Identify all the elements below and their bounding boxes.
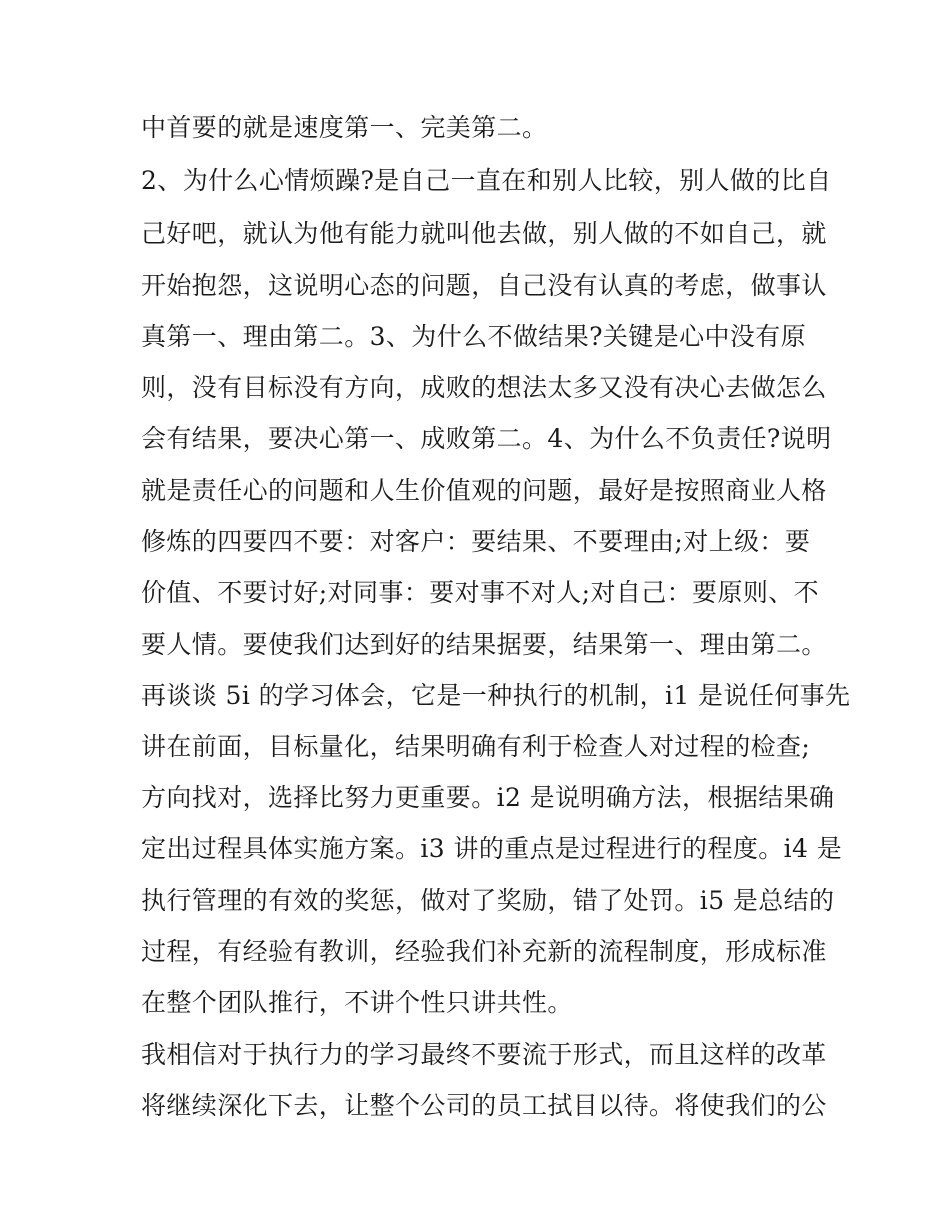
text-line: 中首要的就是速度第一、完美第二。: [141, 113, 548, 142]
text-line: 修炼的四要四不要：对客户：要结果、不要理由;对上级：要: [141, 527, 811, 556]
text-line: 将继续深化下去，让整个公司的员工拭目以待。将使我们的公: [141, 1091, 827, 1120]
text-line: 讲在前面，目标量化，结果明确有利于检查人对过程的检查;: [141, 732, 811, 761]
text-line: 开始抱怨，这说明心态的问题，自己没有认真的考虑，做事认: [141, 271, 827, 300]
text-line: 在整个团队推行，不讲个性只讲共性。: [141, 988, 573, 1017]
text-line: 定出过程具体实施方案。i3 讲的重点是过程进行的程度。i4 是: [141, 834, 843, 863]
text-line: 己好吧，就认为他有能力就叫他去做，别人做的不如自己，就: [141, 219, 827, 248]
text-line: 过程，有经验有教训，经验我们补充新的流程制度，形成标准: [141, 937, 827, 966]
text-line: 则，没有目标没有方向，成败的想法太多又没有决心去做怎么: [141, 373, 827, 402]
text-line: 再谈谈 5i 的学习体会，它是一种执行的机制，i1 是说任何事先: [141, 681, 851, 710]
text-line: 2、为什么心情烦躁?是自己一直在和别人比较，别人做的比自: [141, 166, 832, 195]
text-line: 就是责任心的问题和人生价值观的问题，最好是按照商业人格: [141, 476, 827, 505]
text-line: 我相信对于执行力的学习最终不要流于形式，而且这样的改革: [141, 1040, 827, 1069]
text-line: 价值、不要讨好;对同事：要对事不对人;对自己：要原则、不: [141, 578, 820, 607]
text-line: 真第一、理由第二。3、为什么不做结果?关键是心中没有原: [141, 322, 807, 351]
text-line: 方向找对，选择比努力更重要。i2 是说明确方法，根据结果确: [141, 783, 835, 812]
text-line: 会有结果，要决心第一、成败第二。4、为什么不负责任?说明: [141, 424, 832, 453]
text-line: 执行管理的有效的奖惩，做对了奖励，错了处罚。i5 是总结的: [141, 886, 835, 915]
text-line: 要人情。要使我们达到好的结果据要，结果第一、理由第二。: [141, 630, 827, 659]
